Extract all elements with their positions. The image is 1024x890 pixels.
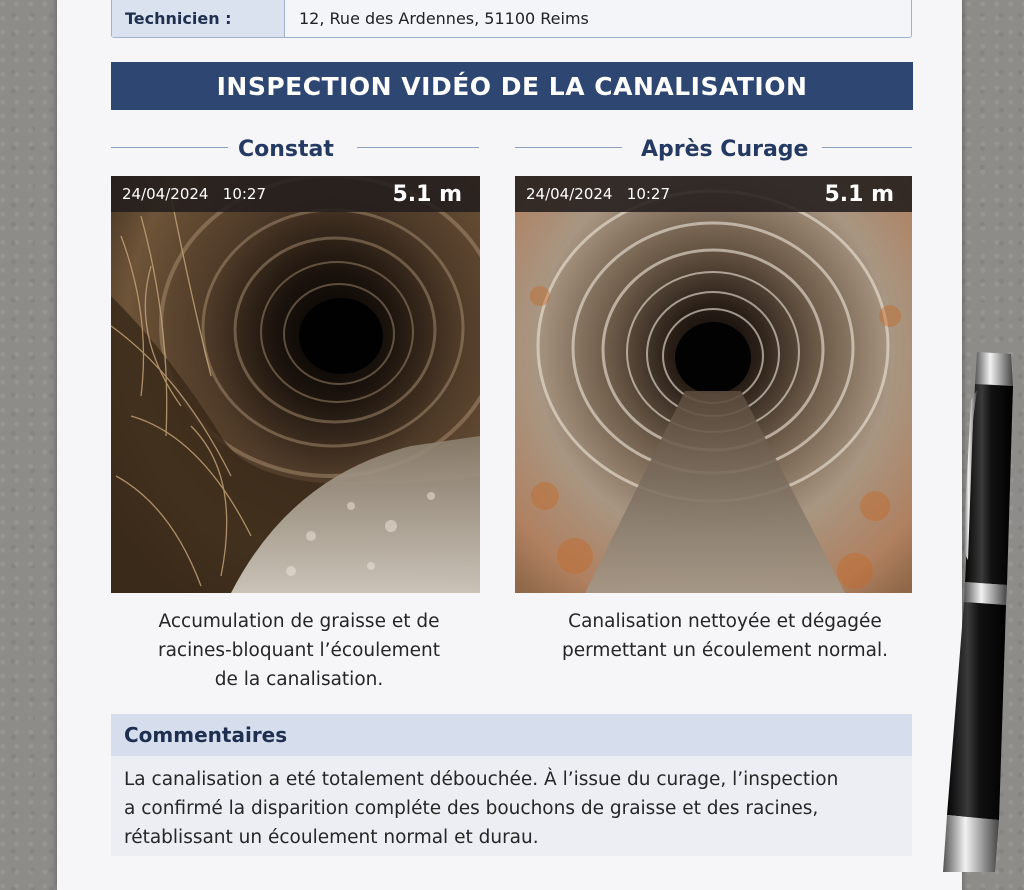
timestamp-time: 10:27	[626, 185, 671, 203]
clogged-pipe-image	[111, 176, 480, 593]
after-inspection-photo	[515, 176, 912, 593]
distance-readout: 5.1 m	[392, 181, 462, 207]
caption-line: Canalisation nettoyée et dégagée	[568, 611, 882, 632]
caption-line: de la canalisation.	[214, 669, 384, 690]
timestamp-date: 24/04/2024	[526, 185, 613, 203]
distance-readout: 5.1 m	[824, 181, 894, 207]
report-banner: INSPECTION VIDÉO DE LA CANALISATION	[111, 62, 913, 110]
comments-heading: Commentaires	[111, 714, 912, 756]
caption-line: racines-bloquant l’écoulement	[157, 640, 441, 661]
divider-line	[515, 147, 622, 148]
after-caption	[530, 607, 920, 665]
camera-overlay	[111, 176, 480, 212]
caption-line: permettant un écoulement normal.	[562, 640, 888, 661]
pen	[935, 350, 1020, 872]
timestamp-date: 24/04/2024	[122, 185, 209, 203]
before-heading: Constat	[238, 136, 334, 162]
divider-line	[111, 147, 228, 148]
comment-line: rétablissant un écoulement normal et durau.	[124, 827, 539, 848]
technician-label: Technicien :	[112, 0, 285, 37]
before-caption	[111, 607, 487, 694]
divider-line	[357, 147, 479, 148]
camera-overlay	[515, 176, 912, 212]
timestamp-time: 10:27	[222, 185, 267, 203]
comment-line: a confirmé la disparition compléte des bouchons de graisse et des racines,	[124, 798, 819, 819]
divider-line	[822, 147, 912, 148]
clean-pipe-image	[515, 176, 912, 593]
technician-address: 12, Rue des Ardennes, 51100 Reims	[299, 9, 589, 28]
before-inspection-photo	[111, 176, 480, 593]
technician-row	[111, 0, 912, 38]
after-heading: Après Curage	[641, 136, 809, 162]
comments-body	[111, 756, 912, 856]
comment-line: La canalisation a eté totalement débouchée. À l’issue du curage, l’inspection	[124, 769, 839, 790]
caption-line: Accumulation de graisse et de	[158, 611, 440, 632]
